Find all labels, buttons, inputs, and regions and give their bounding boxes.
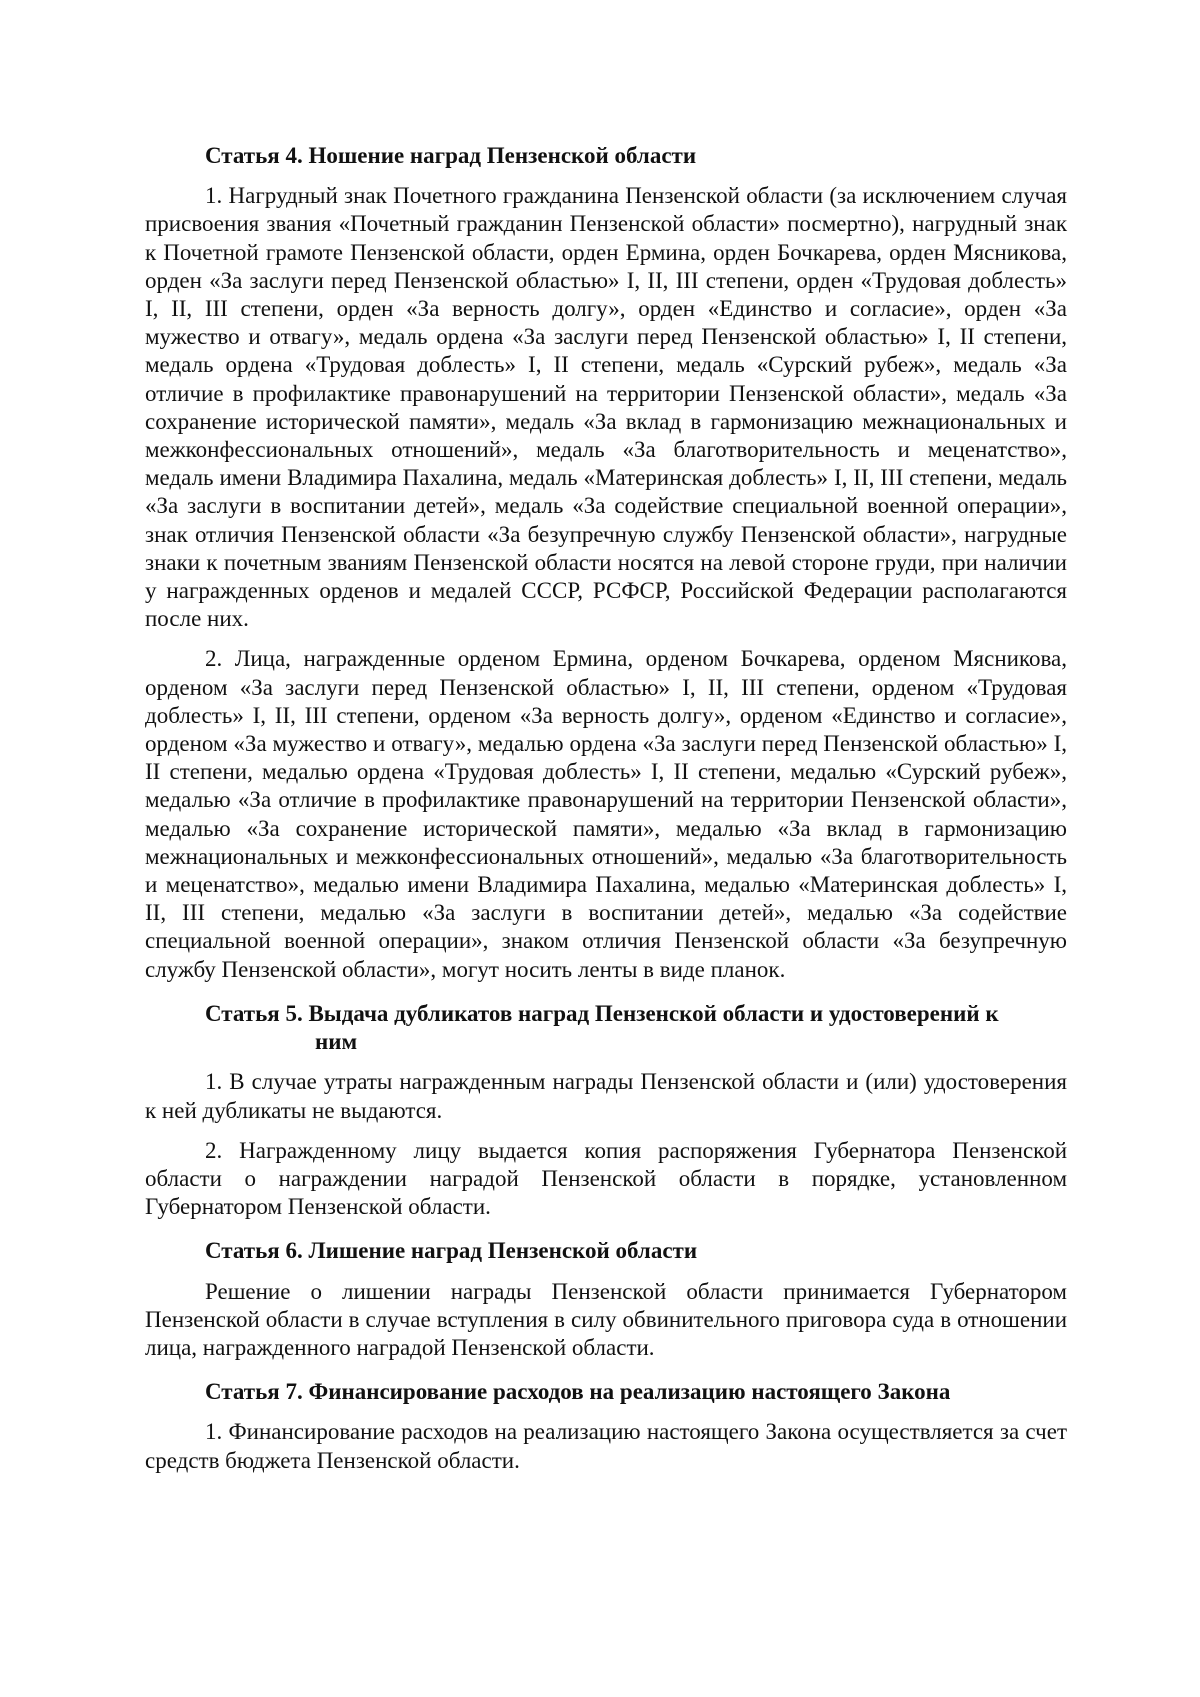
article-heading: Статья 4. Ношение наград Пензенской области (205, 143, 697, 168)
article-heading-line: Статья 5. Выдача дубликатов наград Пензенской области и удостоверений к (205, 1000, 999, 1026)
article-paragraph: Решение о лишении награды Пензенской области принимается Губернатором Пензенской области в случае вступления в силу обвинительного приговора суда в отношении лица, награжденного наградой Пензенской области. (145, 1278, 1067, 1360)
article-5 (145, 1000, 1067, 1221)
article-paragraph: 2. Награжденному лицу выдается копия распоряжения Губернатора Пензенской области о награждении наградой Пензенской области в порядке, установленном Губернатором Пензенской области. (145, 1137, 1067, 1220)
article-paragraph: 1. Нагрудный знак Почетного гражданина Пензенской области (за исключением случая присвоения звания «Почетный гражданин Пензенской области» посмертно), нагрудный знак к Почетной грамоте Пензенской области, орден Ермина, орден Бочкарева, орден Мясникова, орден «За заслуги перед Пензенской областью» I, II, III степени, орден «Трудовая доблесть» I, II, III степени, орден «За верность долгу», орден «Единство и согласие», орден «За мужество и отвагу», медаль ордена «За заслуги перед Пензенской областью» I, II степени, медаль ордена «Трудовая доблесть» I, II степени, медаль «Сурский рубеж», медаль «За отличие в профилактике правонарушений на территории Пензенской области», медаль «За сохранение исторической памяти», медаль «За вклад в гармонизацию межнациональных и межконфессиональных отношений», медаль «За благотворительность и меценатство», медаль имени Владимира Пахалина, медаль «Материнская доблесть» I, II, III степени, медаль «За заслуги в воспитании детей», медаль «За содействие специальной военной операции», знак отличия Пензенской области «За безупречную службу Пензенской области», нагрудные знаки к почетным званиям Пензенской области носятся на левой стороне груди, при наличии у награжденных орденов и медалей СССР, РСФСР, Российской Федерации располагаются после них. (145, 183, 1067, 632)
article-paragraph: 1. Финансирование расходов на реализацию настоящего Закона осуществляется за счет средств бюджета Пензенской области. (145, 1419, 1067, 1473)
article-heading (145, 1000, 1067, 1056)
document-body (145, 142, 1067, 1487)
article-7 (145, 1378, 1067, 1475)
article-4 (145, 142, 1067, 984)
article-heading-continuation: ним (315, 1029, 358, 1055)
article-heading: Статья 7. Финансирование расходов на реализацию настоящего Закона (205, 1379, 951, 1405)
article-6 (145, 1237, 1067, 1362)
article-heading: Статья 6. Лишение наград Пензенской области (205, 1238, 698, 1264)
article-paragraph: 2. Лица, награжденные орденом Ермина, орденом Бочкарева, орденом Мясникова, орденом «За заслуги перед Пензенской областью» I, II, III степени, орденом «Трудовая доблесть» I, II, III степени, орденом «За верность долгу», орденом «Единство и согласие», орденом «За мужество и отвагу», медалью ордена «За заслуги перед Пензенской областью» I, II степени, медалью ордена «Трудовая доблесть» I, II степени, медалью «Сурский рубеж», медалью «За отличие в профилактике правонарушений на территории Пензенской области», медалью «За сохранение исторической памяти», медалью «За вклад в гармонизацию межнациональных и межконфессиональных отношений», медалью «За благотворительность и меценатство», медалью имени Владимира Пахалина, медалью «Материнская доблесть» I, II, III степени, медалью «За заслуги в воспитании детей», медалью «За содействие специальной военной операции», знаком отличия Пензенской области «За безупречную службу Пензенской области», могут носить ленты в виде планок. (145, 646, 1067, 982)
article-paragraph: 1. В случае утраты награжденным награды Пензенской области и (или) удостоверения к ней дубликаты не выдаются. (145, 1069, 1067, 1123)
